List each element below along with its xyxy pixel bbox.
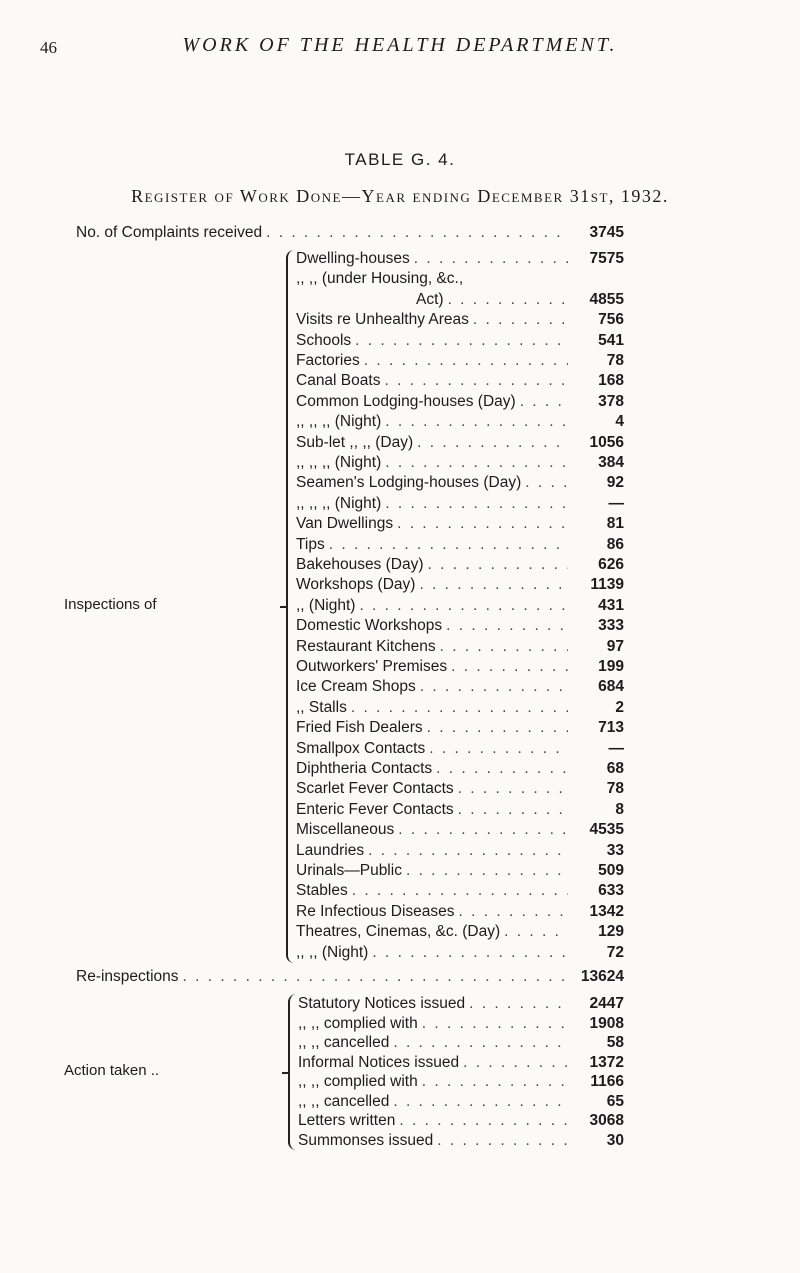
row-value: 541 [598,331,624,349]
row-value: 713 [598,719,624,737]
row-value: 7575 [589,250,624,267]
table-row [296,719,624,737]
row-label: Diphtheria Contacts [296,760,433,777]
row-value: — [608,494,624,512]
row-value: 30 [606,1131,624,1149]
table-row [296,250,624,268]
table-row [298,1132,624,1150]
row-label: Theatres, Cinemas, &c. (Day) [296,923,501,941]
row-label: Stables [296,882,348,900]
table-row [296,678,624,696]
table-row [296,923,624,941]
row-label: Fried Fish Dealers [296,719,423,737]
row-label: Schools [296,331,352,349]
row-value: 1342 [589,902,624,920]
table-row [296,597,624,615]
table-row [296,903,624,921]
running-head: WORK OF THE HEALTH DEPARTMENT. [182,34,618,56]
table-row [296,495,624,513]
row-value: 92 [606,474,624,492]
inspections-group-label: Inspections of [64,596,157,613]
row-value: 58 [606,1034,624,1051]
table-row [296,413,624,431]
row-value: 2 [615,698,624,716]
table-row [298,1034,624,1052]
row-value: 1166 [590,1073,624,1090]
complaints-row [76,224,624,242]
row-label: Statutory Notices issued [298,995,466,1012]
table-row [296,536,624,554]
row-value: 1908 [589,1014,624,1032]
table-row [296,944,624,962]
table-row [296,760,624,778]
table-row [298,1112,624,1130]
row-value: 68 [606,760,624,777]
row-value: 199 [598,658,624,675]
row-value: 3068 [589,1112,624,1129]
table-row [298,1073,624,1091]
row-label: Domestic Workshops [296,617,443,635]
row-label: Workshops (Day) [296,576,416,594]
table-row [296,740,624,758]
row-value: 65 [606,1092,624,1110]
row-label: Sub-let ,, ,, (Day) [296,433,414,451]
table-row [296,515,624,533]
row-label: Letters written [298,1112,396,1129]
row-label: ,, ,, cancelled [298,1034,390,1051]
row-label: Seamen's Lodging-houses (Day) [296,474,522,492]
table-row [296,352,624,370]
row-value: 633 [598,882,624,900]
row-value: — [608,739,624,757]
action-group-label: Action taken .. [64,1062,160,1079]
row-label: Scarlet Fever Contacts [296,780,454,798]
row-label: ,, ,, cancelled [298,1092,390,1110]
inspections-brace-tip [280,606,288,608]
row-value: 4 [615,413,624,431]
row-label: Outworkers' Premises [296,658,448,675]
row-label: ,, ,, complied with [298,1014,418,1032]
table-row [298,995,624,1013]
table-row [296,454,624,472]
row-value: 168 [598,372,624,390]
table-subtitle: Register of Work Done—Year ending December 31st, 1932. [131,186,669,206]
row-value: 78 [606,352,624,369]
row-label: ,, Stalls [296,698,347,716]
row-label: Common Lodging-houses (Day) [296,392,516,410]
row-value: 129 [598,923,624,941]
row-value: 78 [606,780,624,798]
row-value: 626 [598,556,624,573]
row-label: ,, ,, ,, (Night) [296,413,382,431]
table-row [296,801,624,819]
row-label: Laundries [296,841,365,859]
row-label: Urinals—Public [296,862,402,879]
table-row [296,372,624,390]
table-row [296,291,624,309]
row-value: 509 [598,862,624,879]
table-row [298,1054,624,1072]
row-value: 81 [606,515,624,533]
row-value: 384 [598,454,624,471]
row-value: 86 [606,535,624,553]
row-value: 72 [606,943,624,961]
row-label: ,, ,, (under Housing, &c., [296,270,464,288]
table-row [296,332,624,350]
reinspections-value: 13624 [580,968,624,985]
table-row [296,780,624,798]
row-value: 97 [606,637,624,655]
row-value: 333 [598,617,624,635]
row-label: Canal Boats [296,372,381,390]
row-value: 756 [598,311,624,329]
table-row [296,862,624,880]
row-value: 4855 [589,290,624,308]
table-row [296,821,624,839]
row-label-continued: Act) [416,290,444,308]
table-row [296,311,624,329]
row-value: 431 [598,596,624,614]
table-row [296,434,624,452]
row-label: Ice Cream Shops [296,678,416,696]
table-row [296,474,624,492]
complaints-label: No. of Complaints received [76,224,263,241]
row-label: Tips [296,535,325,553]
table-row [296,842,624,860]
page-number: 46 [40,38,57,57]
row-label: Restaurant Kitchens [296,637,436,655]
row-label: ,, ,, ,, (Night) [296,494,382,512]
row-value: 8 [615,800,624,818]
action-brace-tip [282,1072,290,1074]
table-row [296,393,624,411]
row-label: ,, ,, (Night) [296,943,369,961]
table-row [296,699,624,717]
row-value: 1139 [590,576,624,594]
row-label: Enteric Fever Contacts [296,800,454,818]
table-row [296,556,624,574]
row-label: ,, ,, complied with [298,1073,418,1090]
row-label: Bakehouses (Day) [296,556,424,573]
reinspections-label: Re-inspections [76,968,179,985]
row-label: Smallpox Contacts [296,739,426,757]
table-title: TABLE G. 4. [344,150,456,169]
complaints-value: 3745 [589,224,624,241]
row-label: Re Infectious Diseases [296,902,455,920]
table-row [298,1015,624,1033]
row-value: 1056 [589,433,624,451]
row-value: 2447 [589,995,624,1012]
row-label: Summonses issued [298,1131,434,1149]
table-row [296,658,624,676]
table-row [296,617,624,635]
table-row [298,1093,624,1111]
row-value: 33 [606,841,624,859]
row-label: Dwelling-houses [296,250,410,267]
row-label: ,, (Night) [296,596,356,614]
row-value: 378 [598,392,624,410]
table-row [296,576,624,594]
row-label: Visits re Unhealthy Areas [296,311,469,329]
reinspections-row [76,968,624,986]
row-label: Informal Notices issued [298,1053,460,1071]
row-label: ,, ,, ,, (Night) [296,454,382,471]
row-value: 4535 [589,821,624,839]
row-label: Factories [296,352,360,369]
row-value: 1372 [589,1053,624,1071]
row-label: Miscellaneous [296,821,395,839]
table-row [296,882,624,900]
table-row [296,638,624,656]
row-value: 684 [598,678,624,696]
row-label: Van Dwellings [296,515,394,533]
